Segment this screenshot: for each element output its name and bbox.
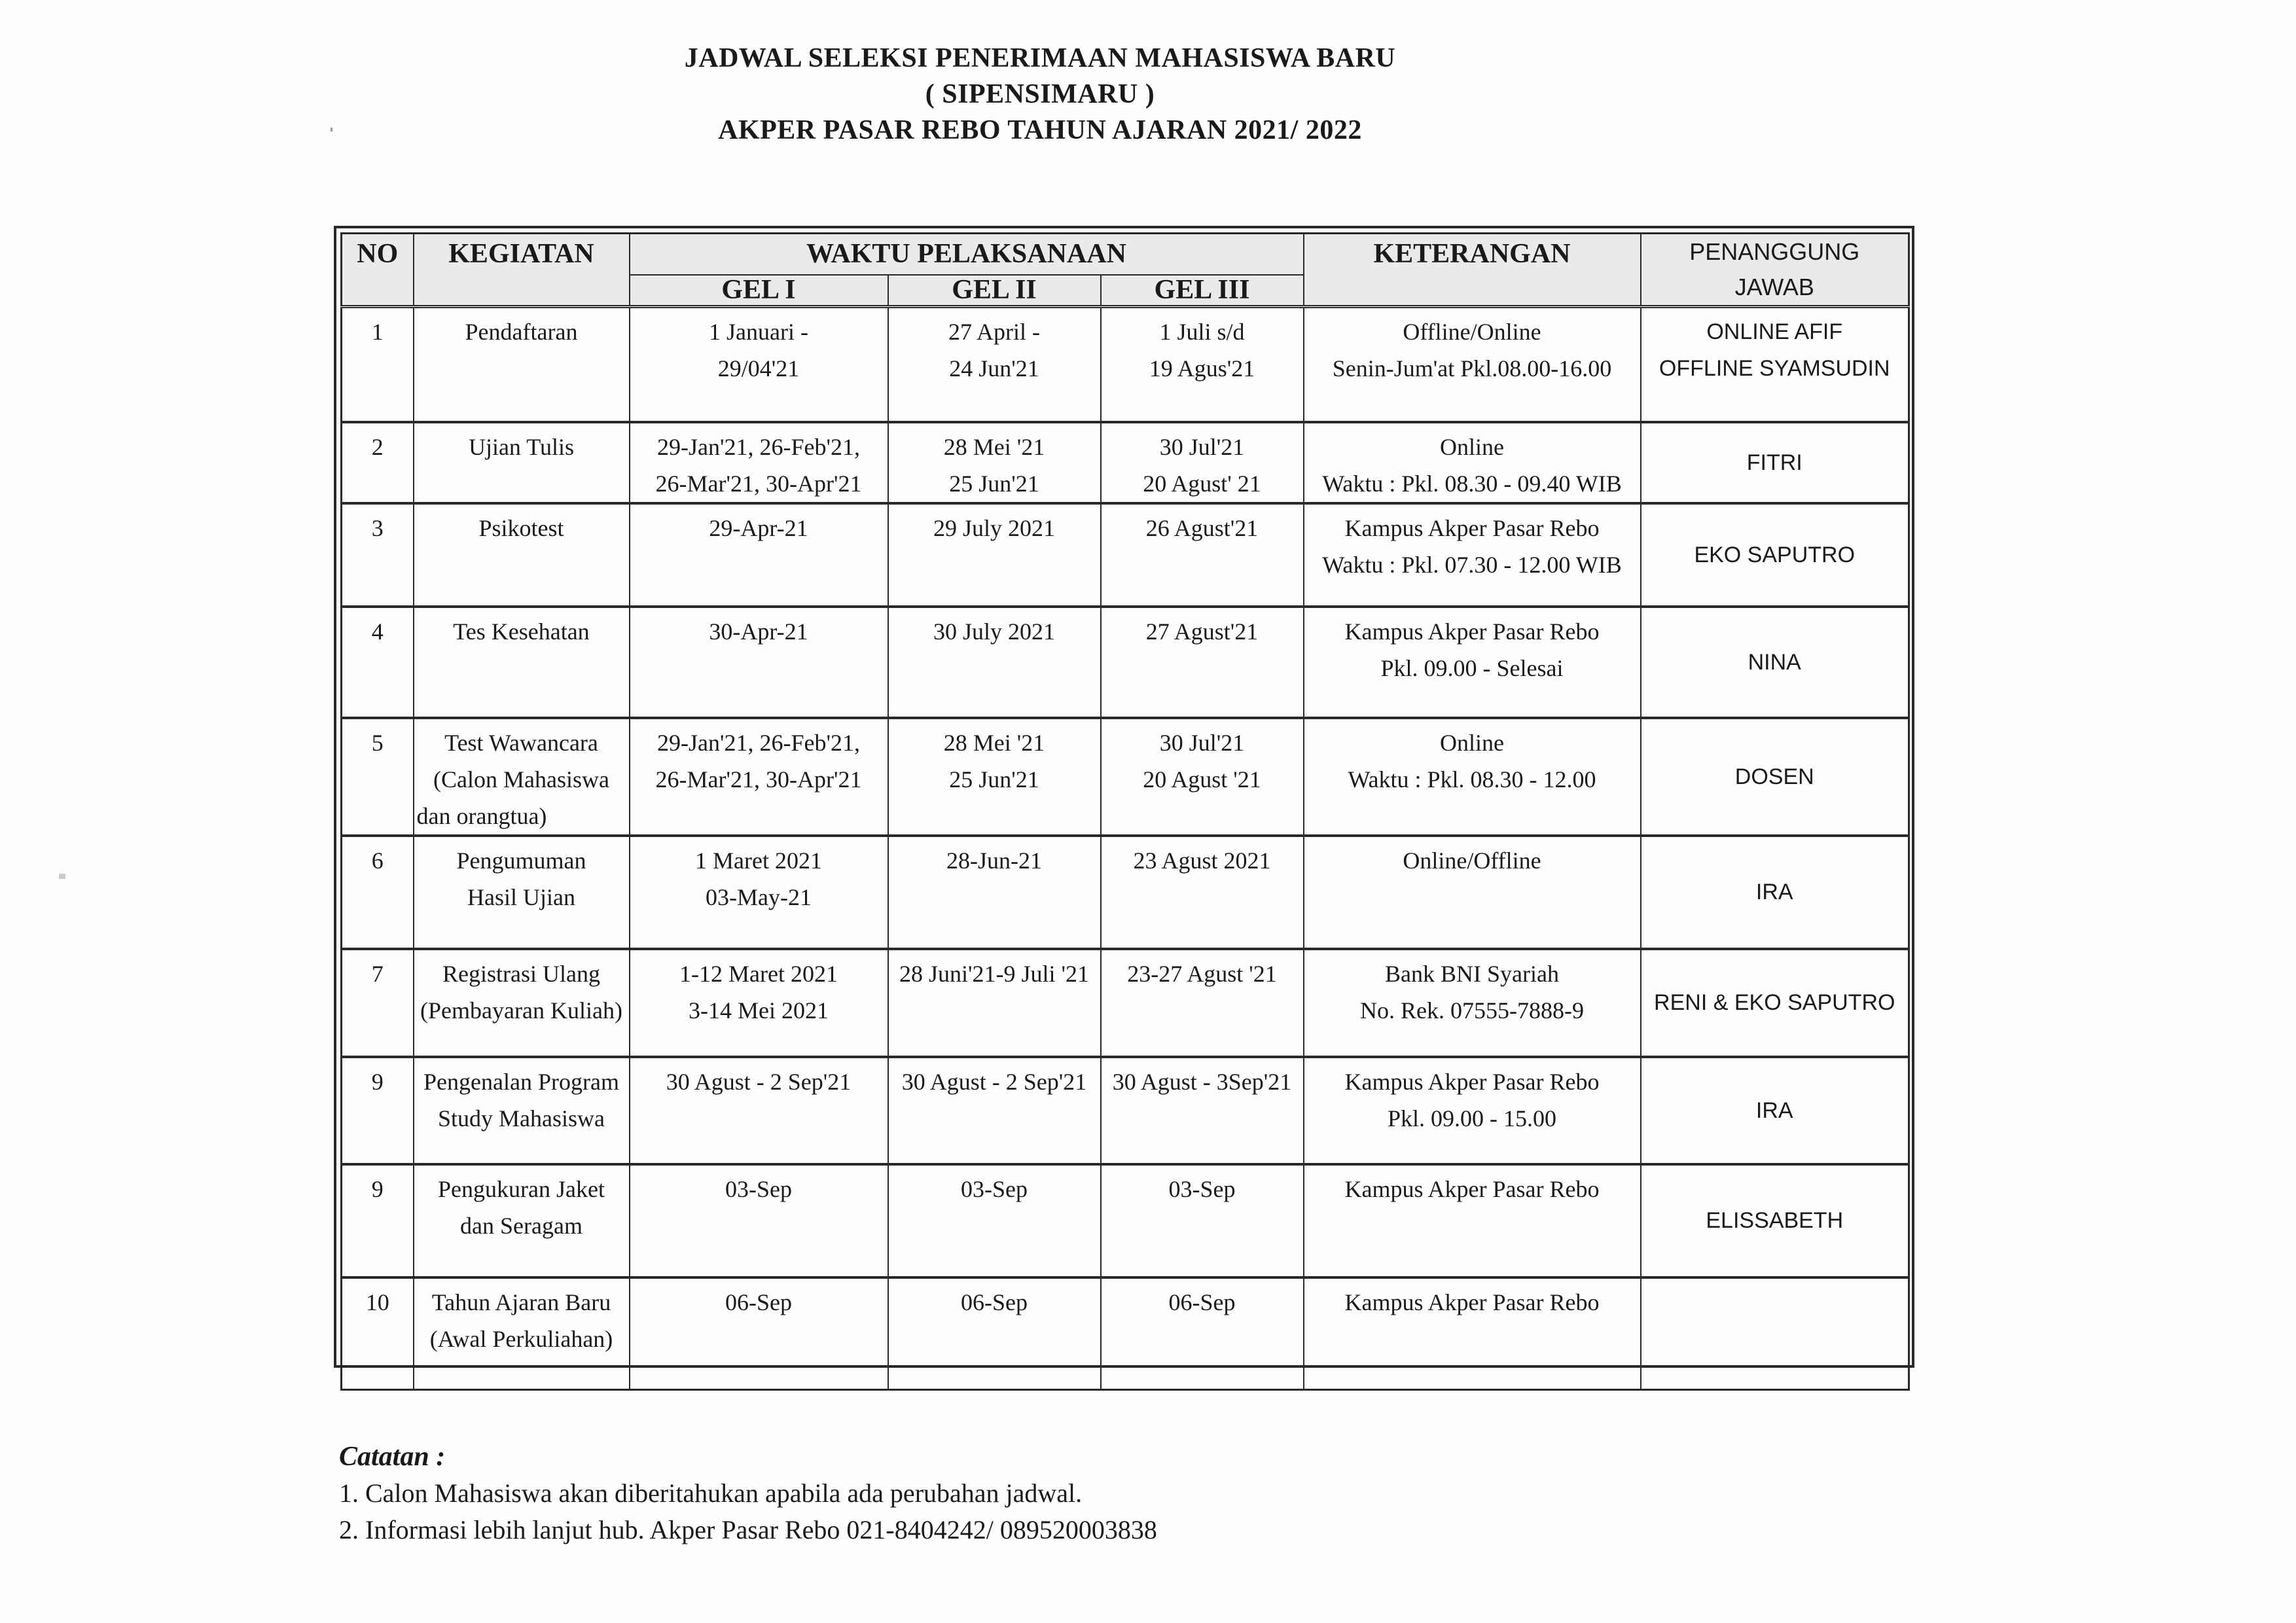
cell-gel-1-line: 26-Mar'21, 30-Apr'21 — [655, 470, 862, 497]
cell-gel-2-line: 28 Mei '21 — [943, 729, 1045, 756]
table-row — [342, 1164, 1909, 1277]
cell-gel-1 — [630, 422, 888, 503]
schedule-table-body — [342, 307, 1909, 1390]
cell-kegiatan — [414, 307, 630, 422]
cell-gel-1 — [630, 836, 888, 949]
cell-gel-1-line: 3-14 Mei 2021 — [689, 997, 829, 1024]
cell-gel-3 — [1101, 307, 1304, 422]
cell-keterangan-line: Pkl. 09.00 - Selesai — [1380, 654, 1564, 681]
title-line-2: ( SIPENSIMARU ) — [925, 79, 1155, 109]
header-gel-2: GEL II — [888, 275, 1101, 306]
cell-no: 10 — [342, 1277, 414, 1390]
cell-no: 6 — [342, 836, 414, 949]
cell-keterangan — [1304, 1277, 1641, 1390]
cell-keterangan — [1304, 718, 1641, 836]
cell-gel-2 — [888, 718, 1101, 836]
note-item: 2. Informasi lebih lanjut hub. Akper Pasar Rebo 021-8404242/ 089520003838 — [339, 1515, 1157, 1544]
cell-kegiatan-line: Ujian Tulis — [468, 433, 575, 460]
cell-gel-1-line: 03-Sep — [725, 1175, 792, 1202]
cell-gel-2-line: 06-Sep — [961, 1289, 1028, 1315]
cell-kegiatan-line: Pengukuran Jaket — [438, 1175, 605, 1202]
title-line-3: AKPER PASAR REBO TAHUN AJARAN 2021/ 2022 — [718, 115, 1362, 145]
cell-kegiatan-line: (Awal Perkuliahan) — [429, 1325, 613, 1352]
cell-keterangan — [1304, 307, 1641, 422]
table-row — [342, 422, 1909, 503]
note-item: 1. Calon Mahasiswa akan diberitahukan apabila ada perubahan jadwal. — [339, 1478, 1083, 1508]
header-penanggung-jawab — [1641, 234, 1909, 307]
cell-kegiatan-line: dan Seragam — [460, 1212, 583, 1239]
cell-gel-2-line: 25 Jun'21 — [949, 766, 1039, 793]
table-row — [342, 836, 1909, 949]
cell-kegiatan-line: Test Wawancara — [444, 729, 598, 756]
cell-keterangan-line: Kampus Akper Pasar Rebo — [1344, 618, 1600, 645]
cell-keterangan-line: Offline/Online — [1403, 319, 1541, 345]
cell-gel-3-line: 03-Sep — [1168, 1175, 1236, 1202]
cell-penanggung-jawab — [1641, 503, 1909, 607]
cell-gel-3 — [1101, 1164, 1304, 1277]
cell-kegiatan-line: Study Mahasiswa — [438, 1105, 605, 1132]
cell-keterangan — [1304, 1164, 1641, 1277]
cell-keterangan-line: Kampus Akper Pasar Rebo — [1344, 1175, 1600, 1202]
cell-penanggung-jawab-line: IRA — [1755, 1097, 1793, 1123]
cell-keterangan-line: Waktu : Pkl. 08.30 - 09.40 WIB — [1322, 470, 1622, 497]
title-line-1: JADWAL SELEKSI PENERIMAAN MAHASISWA BARU — [684, 43, 1396, 73]
cell-gel-1 — [630, 607, 888, 718]
cell-kegiatan — [414, 1057, 630, 1164]
cell-gel-3 — [1101, 949, 1304, 1057]
cell-penanggung-jawab-line: ELISSABETH — [1706, 1208, 1844, 1233]
cell-gel-1-line: 29-Apr-21 — [709, 514, 808, 541]
table-row — [342, 1057, 1909, 1164]
cell-gel-2-line: 27 April - — [948, 319, 1040, 345]
cell-penanggung-jawab — [1641, 307, 1909, 422]
cell-gel-2 — [888, 607, 1101, 718]
cell-gel-2-line: 30 July 2021 — [933, 618, 1055, 645]
cell-kegiatan-line: (Calon Mahasiswa — [433, 766, 609, 793]
header-gel-1: GEL I — [630, 275, 888, 306]
cell-penanggung-jawab — [1641, 1164, 1909, 1277]
cell-gel-3-line: 27 Agust'21 — [1145, 618, 1259, 645]
cell-no: 3 — [342, 503, 414, 607]
cell-keterangan-line: Online/Offline — [1403, 847, 1541, 874]
cell-kegiatan-line: Hasil Ujian — [467, 883, 575, 910]
cell-gel-3 — [1101, 1277, 1304, 1390]
cell-gel-1 — [630, 503, 888, 607]
cell-gel-2-line: 24 Jun'21 — [949, 355, 1039, 382]
cell-gel-2-line: 03-Sep — [961, 1175, 1028, 1202]
table-row — [342, 607, 1909, 718]
cell-kegiatan — [414, 1164, 630, 1277]
cell-gel-3 — [1101, 1057, 1304, 1164]
cell-keterangan-line: Senin-Jum'at Pkl.08.00-16.00 — [1332, 355, 1612, 382]
cell-penanggung-jawab-line: ONLINE AFIF — [1706, 319, 1843, 344]
cell-gel-1-line: 30 Agust - 2 Sep'21 — [666, 1068, 852, 1095]
cell-keterangan-line: Kampus Akper Pasar Rebo — [1344, 1068, 1600, 1095]
cell-keterangan — [1304, 607, 1641, 718]
notes-title: Catatan : — [339, 1442, 446, 1472]
cell-no: 9 — [342, 1057, 414, 1164]
cell-gel-3 — [1101, 718, 1304, 836]
cell-keterangan — [1304, 949, 1641, 1057]
cell-penanggung-jawab-line: RENI & EKO SAPUTRO — [1654, 990, 1895, 1015]
header-pj-line-2: JAWAB — [1734, 274, 1814, 300]
cell-gel-1-line: 06-Sep — [725, 1289, 792, 1315]
cell-gel-1 — [630, 949, 888, 1057]
cell-gel-3-line: 30 Jul'21 — [1159, 433, 1245, 460]
cell-keterangan — [1304, 503, 1641, 607]
header-kegiatan: KEGIATAN — [414, 234, 630, 307]
header-keterangan: KETERANGAN — [1304, 234, 1641, 307]
cell-penanggung-jawab-line: NINA — [1748, 649, 1801, 675]
cell-kegiatan — [414, 422, 630, 503]
cell-gel-2 — [888, 1164, 1101, 1277]
cell-gel-1 — [630, 1057, 888, 1164]
header-waktu-pelaksanaan: WAKTU PELAKSANAAN — [630, 234, 1304, 276]
cell-penanggung-jawab-line: IRA — [1755, 880, 1793, 904]
cell-gel-2 — [888, 307, 1101, 422]
cell-penanggung-jawab-line: EKO SAPUTRO — [1694, 542, 1856, 567]
cell-gel-1-line: 1 Januari - — [709, 319, 808, 345]
cell-penanggung-jawab — [1641, 949, 1909, 1057]
cell-gel-2 — [888, 949, 1101, 1057]
cell-gel-1-line: 1-12 Maret 2021 — [679, 960, 838, 987]
cell-keterangan-line: Kampus Akper Pasar Rebo — [1344, 1289, 1600, 1315]
cell-gel-1 — [630, 718, 888, 836]
cell-gel-1-line: 29/04'21 — [717, 355, 800, 382]
cell-gel-3-line: 30 Jul'21 — [1159, 729, 1245, 756]
cell-gel-3 — [1101, 836, 1304, 949]
cell-kegiatan — [414, 836, 630, 949]
cell-kegiatan-line: Pengumuman — [456, 847, 586, 874]
cell-kegiatan-line: (Pembayaran Kuliah) — [420, 997, 622, 1024]
cell-gel-2-line: 25 Jun'21 — [949, 470, 1039, 497]
cell-gel-2 — [888, 1277, 1101, 1390]
cell-kegiatan-line: Tahun Ajaran Baru — [431, 1289, 611, 1315]
cell-gel-3-line: 19 Agus'21 — [1149, 355, 1255, 382]
cell-no: 9 — [342, 1164, 414, 1277]
document-title — [0, 41, 2296, 149]
cell-gel-1-line: 29-Jan'21, 26-Feb'21, — [657, 433, 860, 460]
cell-keterangan-line: Waktu : Pkl. 07.30 - 12.00 WIB — [1322, 551, 1622, 578]
cell-keterangan — [1304, 1057, 1641, 1164]
cell-gel-2 — [888, 422, 1101, 503]
cell-gel-1 — [630, 1277, 888, 1390]
cell-penanggung-jawab — [1641, 1057, 1909, 1164]
cell-penanggung-jawab — [1641, 1277, 1909, 1390]
cell-gel-1-line: 03-May-21 — [706, 883, 812, 910]
cell-kegiatan-line: Psikotest — [478, 514, 564, 541]
cell-gel-2 — [888, 836, 1101, 949]
cell-gel-2-line: 28 Juni'21-9 Juli '21 — [899, 960, 1089, 987]
schedule-table — [340, 232, 1910, 1391]
cell-gel-3-line: 23-27 Agust '21 — [1127, 960, 1277, 987]
cell-keterangan-line: Online — [1440, 433, 1504, 460]
cell-gel-1-line: 1 Maret 2021 — [695, 847, 822, 874]
header-pj-line-1: PENANGGUNG — [1689, 238, 1860, 265]
header-gel-3: GEL III — [1101, 275, 1304, 306]
cell-penanggung-jawab — [1641, 836, 1909, 949]
notes-section — [339, 1438, 1157, 1548]
cell-gel-2-line: 29 July 2021 — [933, 514, 1055, 541]
cell-kegiatan-line: Tes Kesehatan — [453, 618, 590, 645]
cell-gel-3-line: 20 Agust '21 — [1143, 766, 1261, 793]
cell-penanggung-jawab-line: FITRI — [1746, 450, 1803, 475]
cell-keterangan — [1304, 836, 1641, 949]
cell-keterangan-line: Online — [1440, 729, 1504, 756]
schedule-table-frame — [334, 226, 1914, 1368]
table-row — [342, 718, 1909, 836]
scan-speck — [59, 874, 65, 879]
scan-speck — [331, 128, 332, 132]
cell-kegiatan — [414, 949, 630, 1057]
cell-gel-3-line: 26 Agust'21 — [1145, 514, 1259, 541]
cell-penanggung-jawab — [1641, 718, 1909, 836]
cell-no: 5 — [342, 718, 414, 836]
cell-gel-1 — [630, 1164, 888, 1277]
cell-keterangan — [1304, 422, 1641, 503]
cell-keterangan-line: Pkl. 09.00 - 15.00 — [1387, 1105, 1556, 1132]
cell-kegiatan — [414, 718, 630, 836]
table-row — [342, 307, 1909, 422]
cell-gel-3-line: 06-Sep — [1168, 1289, 1236, 1315]
cell-gel-2-line: 28-Jun-21 — [946, 847, 1042, 874]
cell-gel-2 — [888, 503, 1101, 607]
cell-penanggung-jawab-line: OFFLINE SYAMSUDIN — [1659, 356, 1890, 381]
cell-gel-1-line: 26-Mar'21, 30-Apr'21 — [655, 766, 862, 793]
cell-kegiatan — [414, 503, 630, 607]
cell-no: 2 — [342, 422, 414, 503]
cell-kegiatan-line: Pendaftaran — [465, 319, 578, 345]
cell-gel-1 — [630, 307, 888, 422]
table-row — [342, 1277, 1909, 1390]
cell-penanggung-jawab-line: DOSEN — [1734, 764, 1814, 789]
cell-penanggung-jawab — [1641, 607, 1909, 718]
cell-kegiatan-line: Pengenalan Program — [423, 1068, 619, 1095]
cell-gel-1-line: 30-Apr-21 — [709, 618, 808, 645]
cell-gel-1-line: 29-Jan'21, 26-Feb'21, — [657, 729, 860, 756]
cell-keterangan-line: No. Rek. 07555-7888-9 — [1360, 997, 1584, 1024]
cell-gel-3 — [1101, 422, 1304, 503]
cell-gel-2-line: 30 Agust - 2 Sep'21 — [901, 1068, 1087, 1095]
cell-gel-3-line: 20 Agust' 21 — [1143, 470, 1261, 497]
cell-no: 4 — [342, 607, 414, 718]
table-row — [342, 949, 1909, 1057]
cell-gel-2 — [888, 1057, 1101, 1164]
cell-gel-2-line: 28 Mei '21 — [943, 433, 1045, 460]
cell-gel-3-line: 30 Agust - 3Sep'21 — [1112, 1068, 1292, 1095]
cell-no: 7 — [342, 949, 414, 1057]
cell-keterangan-line: Kampus Akper Pasar Rebo — [1344, 514, 1600, 541]
cell-penanggung-jawab — [1641, 422, 1909, 503]
cell-gel-3 — [1101, 503, 1304, 607]
cell-keterangan-line: Bank BNI Syariah — [1385, 960, 1559, 987]
cell-keterangan-line: Waktu : Pkl. 08.30 - 12.00 — [1348, 766, 1596, 793]
cell-no: 1 — [342, 307, 414, 422]
cell-kegiatan-line: dan orangtua) — [416, 802, 547, 829]
cell-kegiatan — [414, 1277, 630, 1390]
cell-gel-3-line: 23 Agust 2021 — [1133, 847, 1271, 874]
table-row — [342, 503, 1909, 607]
cell-gel-3 — [1101, 607, 1304, 718]
cell-kegiatan-line: Registrasi Ulang — [442, 960, 600, 987]
header-no: NO — [342, 234, 414, 307]
cell-kegiatan — [414, 607, 630, 718]
cell-gel-3-line: 1 Juli s/d — [1159, 319, 1245, 345]
